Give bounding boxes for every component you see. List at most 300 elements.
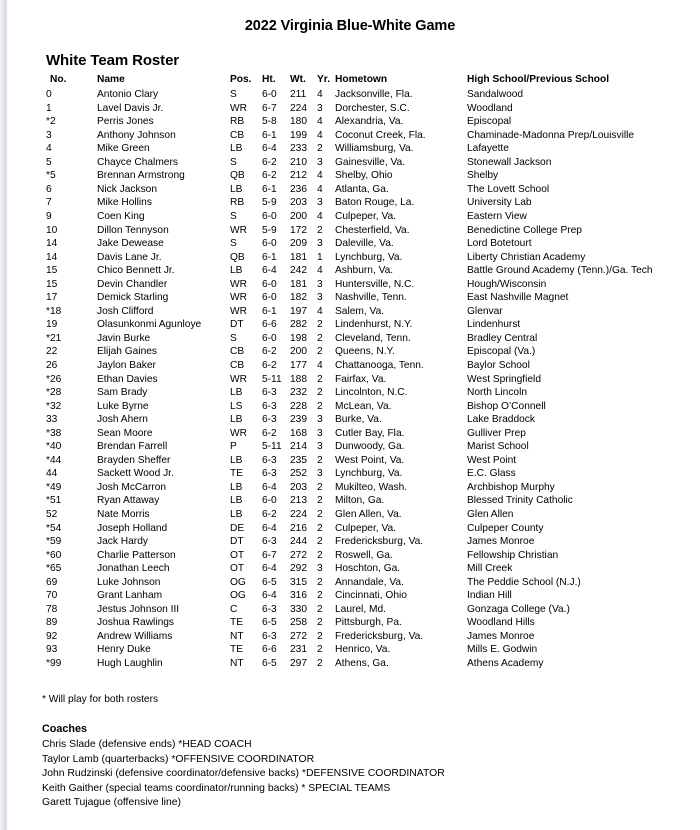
- cell-hometown: Dorchester, S.C.: [335, 102, 410, 114]
- cell-school: Lafayette: [467, 143, 509, 155]
- cell-hometown: Lindenhurst, N.Y.: [335, 319, 413, 331]
- cell-yr: 2: [317, 522, 323, 534]
- table-row: [46, 264, 666, 278]
- cell-hometown: Culpeper, Va.: [335, 210, 396, 222]
- cell-yr: 4: [317, 210, 323, 222]
- cell-no: *99: [46, 658, 62, 670]
- column-header-hometown: Hometown: [335, 74, 388, 85]
- cell-name: Nate Morris: [97, 509, 150, 520]
- cell-wt: 236: [290, 183, 307, 195]
- cell-pos: TE: [230, 644, 244, 656]
- table-row: [46, 508, 666, 522]
- cell-ht: 6-3: [262, 454, 277, 466]
- cell-school: Woodland Hills: [467, 617, 535, 629]
- column-header-name: Name: [97, 74, 125, 85]
- cell-pos: LB: [230, 495, 243, 507]
- table-row: [46, 251, 666, 265]
- cell-ht: 6-6: [262, 319, 277, 331]
- cell-ht: 6-0: [262, 495, 277, 507]
- roster-section-heading: White Team Roster: [46, 52, 180, 69]
- cell-pos: CB: [230, 359, 245, 371]
- cell-ht: 5-11: [262, 441, 282, 453]
- cell-name: Sam Brady: [97, 387, 148, 399]
- cell-school: Baylor School: [467, 359, 530, 371]
- cell-pos: LB: [230, 509, 243, 520]
- cell-ht: 6-3: [262, 630, 277, 642]
- cell-yr: 4: [317, 359, 323, 371]
- cell-wt: 203: [290, 481, 307, 493]
- column-header-yr: Yr.: [317, 74, 331, 85]
- table-row: [46, 413, 666, 427]
- cell-school: Lord Botetourt: [467, 238, 532, 250]
- cell-yr: 3: [317, 292, 323, 304]
- coach-entry: Garett Tujague (offensive line): [42, 797, 182, 809]
- cell-yr: 3: [317, 563, 323, 575]
- cell-school: Athens Academy: [467, 658, 544, 670]
- cell-ht: 6-6: [262, 644, 277, 656]
- cell-name: Davis Lane Jr.: [97, 251, 162, 263]
- cell-wt: 200: [290, 210, 307, 222]
- cell-pos: WR: [230, 224, 247, 236]
- cell-school: Blessed Trinity Catholic: [467, 495, 573, 507]
- cell-no: 52: [46, 509, 58, 520]
- cell-pos: S: [230, 238, 237, 250]
- cell-name: Sackett Wood Jr.: [97, 468, 174, 480]
- cell-school: E.C. Glass: [467, 468, 516, 480]
- cell-yr: 4: [317, 129, 323, 141]
- cell-wt: 181: [290, 278, 307, 290]
- table-row: [46, 115, 666, 129]
- cell-name: Jonathan Leech: [97, 563, 170, 575]
- cell-hometown: Williamsburg, Va.: [335, 143, 414, 155]
- cell-school: Benedictine College Prep: [467, 224, 582, 236]
- cell-name: Brendan Farrell: [97, 441, 168, 453]
- table-row: [46, 630, 666, 644]
- cell-yr: 2: [317, 617, 323, 629]
- cell-ht: 6-0: [262, 89, 277, 101]
- cell-pos: WR: [230, 292, 247, 304]
- coach-entry: Taylor Lamb (quarterbacks) *OFFENSIVE COORDINATOR: [42, 753, 315, 765]
- cell-hometown: Chesterfield, Va.: [335, 224, 410, 236]
- cell-yr: 2: [317, 495, 323, 507]
- cell-school: Eastern View: [467, 210, 527, 222]
- cell-yr: 3: [317, 278, 323, 290]
- cell-pos: S: [230, 89, 237, 101]
- cell-no: *2: [46, 116, 56, 128]
- cell-pos: LB: [230, 183, 243, 195]
- cell-hometown: Fredericksburg, Va.: [335, 630, 424, 642]
- cell-ht: 6-5: [262, 658, 277, 670]
- cell-name: Mike Hollins: [97, 197, 152, 209]
- table-row: [46, 657, 666, 671]
- cell-pos: QB: [230, 170, 245, 182]
- table-header-row: [46, 73, 666, 88]
- cell-school: Stonewall Jackson: [467, 156, 552, 168]
- cell-school: West Point: [467, 454, 517, 466]
- table-row: [46, 210, 666, 224]
- coach-entry: John Rudzinski (defensive coordinator/defensive backs) *DEFENSIVE COORDINATOR: [42, 768, 445, 780]
- cell-wt: 330: [290, 603, 307, 615]
- cell-hometown: Chattanooga, Tenn.: [335, 359, 424, 371]
- cell-pos: WR: [230, 373, 247, 385]
- cell-ht: 6-2: [262, 359, 277, 371]
- cell-yr: 2: [317, 603, 323, 615]
- cell-hometown: Huntersville, N.C.: [335, 278, 415, 290]
- cell-name: Luke Johnson: [97, 576, 161, 588]
- cell-pos: WR: [230, 102, 247, 114]
- coach-entry: Chris Slade (defensive ends) *HEAD COACH: [42, 739, 252, 750]
- cell-pos: LB: [230, 265, 243, 277]
- cell-name: Demick Starling: [97, 292, 169, 304]
- cell-yr: 2: [317, 332, 323, 344]
- table-row: [46, 332, 666, 346]
- cell-name: Olasunkonmi Agunloye: [97, 319, 202, 331]
- cell-yr: 4: [317, 170, 323, 182]
- cell-ht: 6-2: [262, 156, 277, 168]
- cell-hometown: Lincolnton, N.C.: [335, 387, 408, 399]
- cell-no: 89: [46, 617, 58, 629]
- cell-school: Glen Allen: [467, 509, 514, 520]
- cell-no: 44: [46, 468, 58, 480]
- cell-hometown: Burke, Va.: [335, 414, 382, 426]
- cell-yr: 2: [317, 658, 323, 670]
- cell-pos: OG: [230, 590, 246, 602]
- cell-ht: 6-5: [262, 576, 277, 588]
- cell-school: Lake Braddock: [467, 414, 535, 426]
- coaches-list: [42, 738, 445, 811]
- table-row: [46, 129, 666, 143]
- cell-wt: 232: [290, 387, 307, 399]
- cell-wt: 213: [290, 495, 307, 507]
- cell-no: 78: [46, 603, 58, 615]
- cell-hometown: Dunwoody, Ga.: [335, 441, 405, 453]
- cell-wt: 197: [290, 305, 307, 317]
- cell-wt: 228: [290, 400, 307, 412]
- cell-name: Joshua Rawlings: [97, 617, 175, 629]
- cell-ht: 6-4: [262, 265, 277, 277]
- cell-pos: LS: [230, 400, 243, 412]
- cell-hometown: West Point, Va.: [335, 454, 405, 466]
- cell-hometown: Henrico, Va.: [335, 644, 391, 656]
- cell-wt: 209: [290, 238, 307, 250]
- cell-name: Jestus Johnson III: [97, 603, 180, 615]
- cell-hometown: Mukilteo, Wash.: [335, 481, 408, 493]
- cell-school: West Springfield: [467, 373, 541, 385]
- cell-pos: LB: [230, 387, 243, 399]
- cell-name: Jake Dewease: [97, 238, 164, 250]
- cell-wt: 239: [290, 414, 307, 426]
- table-row: [46, 102, 666, 116]
- cell-name: Javin Burke: [97, 332, 151, 344]
- cell-school: Woodland: [467, 102, 513, 114]
- cell-name: Antonio Clary: [97, 89, 159, 101]
- cell-hometown: Baton Rouge, La.: [335, 197, 415, 209]
- cell-school: Chaminade-Madonna Prep/Louisville: [467, 129, 635, 141]
- cell-yr: 2: [317, 481, 323, 493]
- cell-name: Chayce Chalmers: [97, 156, 178, 168]
- cell-wt: 203: [290, 197, 307, 209]
- cell-hometown: Milton, Ga.: [335, 495, 385, 507]
- cell-hometown: Jacksonville, Fla.: [335, 89, 413, 101]
- cell-no: *65: [46, 563, 62, 575]
- cell-hometown: Fairfax, Va.: [335, 373, 387, 385]
- cell-pos: CB: [230, 346, 245, 358]
- cell-yr: 3: [317, 197, 323, 209]
- cell-school: Episcopal: [467, 116, 512, 128]
- cell-wt: 212: [290, 170, 307, 182]
- cell-yr: 4: [317, 89, 323, 101]
- cell-wt: 224: [290, 102, 307, 114]
- cell-no: 22: [46, 346, 58, 358]
- cell-school: North Lincoln: [467, 387, 528, 399]
- cell-no: 5: [46, 156, 52, 168]
- cell-pos: NT: [230, 658, 244, 670]
- cell-name: Elijah Gaines: [97, 346, 158, 358]
- cell-hometown: Athens, Ga.: [335, 658, 389, 670]
- table-row: [46, 224, 666, 238]
- cell-name: Hugh Laughlin: [97, 658, 163, 670]
- cell-ht: 6-0: [262, 278, 277, 290]
- cell-wt: 188: [290, 373, 307, 385]
- cell-ht: 6-1: [262, 251, 277, 263]
- cell-yr: 3: [317, 468, 323, 480]
- table-row: [46, 169, 666, 183]
- cell-yr: 3: [317, 414, 323, 426]
- cell-no: 15: [46, 265, 58, 277]
- cell-yr: 2: [317, 143, 323, 155]
- roster-table-header: [46, 73, 666, 88]
- cell-name: Anthony Johnson: [97, 129, 176, 141]
- cell-ht: 6-0: [262, 238, 277, 250]
- coaches-heading: Coaches: [42, 723, 88, 735]
- cell-pos: S: [230, 156, 237, 168]
- cell-pos: S: [230, 332, 237, 344]
- coach-entry: Keith Gaither (special teams coordinator/running backs) * SPECIAL TEAMS: [42, 782, 391, 794]
- cell-yr: 2: [317, 536, 323, 548]
- cell-school: University Lab: [467, 197, 532, 209]
- cell-no: *51: [46, 495, 62, 507]
- cell-name: Devin Chandler: [97, 278, 168, 290]
- cell-ht: 6-7: [262, 549, 277, 561]
- table-row: [46, 345, 666, 359]
- cell-yr: 4: [317, 183, 323, 195]
- cell-ht: 6-1: [262, 305, 277, 317]
- cell-pos: LB: [230, 481, 243, 493]
- cell-name: Brayden Sheffer: [97, 454, 171, 466]
- cell-hometown: Ashburn, Va.: [335, 265, 394, 277]
- cell-ht: 5-9: [262, 224, 277, 236]
- cell-no: *18: [46, 305, 62, 317]
- cell-no: 70: [46, 590, 58, 602]
- cell-hometown: Coconut Creek, Fla.: [335, 129, 426, 141]
- cell-pos: DT: [230, 319, 244, 331]
- cell-no: 10: [46, 224, 58, 236]
- cell-no: *49: [46, 481, 62, 493]
- table-row: [46, 454, 666, 468]
- cell-wt: 244: [290, 536, 307, 548]
- table-row: [46, 400, 666, 414]
- cell-school: Marist School: [467, 441, 529, 453]
- cell-no: 19: [46, 319, 58, 331]
- column-header-ht: Ht.: [262, 74, 276, 85]
- cell-ht: 6-0: [262, 210, 277, 222]
- cell-yr: 2: [317, 509, 323, 520]
- table-row: [46, 278, 666, 292]
- table-row: [46, 386, 666, 400]
- cell-no: 9: [46, 210, 52, 222]
- cell-pos: OT: [230, 549, 245, 561]
- cell-school: Glenvar: [467, 305, 503, 317]
- cell-no: 14: [46, 238, 58, 250]
- cell-wt: 315: [290, 576, 307, 588]
- cell-hometown: Fredericksburg, Va.: [335, 536, 424, 548]
- cell-ht: 6-1: [262, 129, 277, 141]
- cell-wt: 180: [290, 116, 307, 128]
- cell-no: 1: [46, 102, 52, 114]
- cell-hometown: Lynchburg, Va.: [335, 251, 403, 263]
- cell-yr: 2: [317, 387, 323, 399]
- table-row: [46, 142, 666, 156]
- cell-no: 17: [46, 292, 58, 304]
- cell-ht: 6-4: [262, 590, 277, 602]
- cell-ht: 6-3: [262, 536, 277, 548]
- cell-wt: 282: [290, 319, 307, 331]
- cell-yr: 3: [317, 441, 323, 453]
- cell-no: 3: [46, 129, 52, 141]
- cell-no: *40: [46, 441, 62, 453]
- cell-wt: 211: [290, 89, 307, 101]
- cell-school: Fellowship Christian: [467, 549, 559, 561]
- cell-name: Henry Duke: [97, 644, 151, 656]
- cell-hometown: Salem, Va.: [335, 305, 385, 317]
- cell-no: *59: [46, 536, 62, 548]
- cell-school: Episcopal (Va.): [467, 346, 536, 358]
- cell-hometown: Cutler Bay, Fla.: [335, 427, 405, 439]
- cell-pos: P: [230, 441, 237, 453]
- table-row: [46, 183, 666, 197]
- cell-yr: 1: [317, 251, 323, 263]
- cell-no: 7: [46, 197, 52, 209]
- table-row: [46, 88, 666, 102]
- cell-pos: DE: [230, 522, 245, 534]
- table-row: [46, 603, 666, 617]
- cell-wt: 198: [290, 332, 307, 344]
- cell-no: 14: [46, 251, 58, 263]
- cell-school: Culpeper County: [467, 522, 544, 534]
- cell-pos: TE: [230, 617, 244, 629]
- table-row: [46, 467, 666, 481]
- cell-pos: WR: [230, 305, 247, 317]
- cell-name: Chico Bennett Jr.: [97, 265, 175, 277]
- cell-wt: 316: [290, 590, 307, 602]
- cell-ht: 6-2: [262, 509, 277, 520]
- cell-no: 4: [46, 143, 52, 155]
- cell-pos: TE: [230, 468, 244, 480]
- cell-school: Sandalwood: [467, 89, 524, 101]
- roster-footnote: * Will play for both rosters: [42, 694, 159, 705]
- cell-hometown: Culpeper, Va.: [335, 522, 396, 534]
- cell-ht: 5-11: [262, 373, 282, 385]
- cell-wt: 181: [290, 251, 307, 263]
- cell-no: 92: [46, 630, 58, 642]
- cell-name: Nick Jackson: [97, 183, 158, 195]
- cell-wt: 172: [290, 224, 307, 236]
- cell-no: 69: [46, 576, 58, 588]
- cell-wt: 182: [290, 292, 307, 304]
- cell-wt: 242: [290, 265, 307, 277]
- cell-ht: 6-7: [262, 102, 277, 114]
- cell-name: Joseph Holland: [97, 522, 168, 534]
- cell-name: Jaylon Baker: [97, 359, 156, 371]
- cell-name: Josh McCarron: [97, 481, 167, 493]
- table-row: [46, 196, 666, 210]
- table-row: [46, 616, 666, 630]
- cell-wt: 235: [290, 454, 307, 466]
- table-row: [46, 494, 666, 508]
- cell-ht: 6-0: [262, 332, 277, 344]
- cell-pos: LB: [230, 414, 243, 426]
- cell-no: 33: [46, 414, 58, 426]
- table-row: [46, 522, 666, 536]
- cell-school: Shelby: [467, 170, 499, 182]
- cell-hometown: McLean, Va.: [335, 400, 392, 412]
- cell-school: Gulliver Prep: [467, 427, 526, 439]
- cell-pos: OT: [230, 563, 245, 575]
- roster-table: [46, 73, 666, 671]
- cell-ht: 6-3: [262, 387, 277, 399]
- cell-wt: 272: [290, 549, 307, 561]
- cell-name: Jack Hardy: [97, 536, 148, 548]
- cell-ht: 6-3: [262, 414, 277, 426]
- cell-pos: NT: [230, 630, 244, 642]
- table-row: [46, 359, 666, 373]
- cell-hometown: Annandale, Va.: [335, 576, 404, 588]
- cell-no: *32: [46, 400, 62, 412]
- cell-pos: LB: [230, 143, 243, 155]
- cell-name: Grant Lanham: [97, 590, 163, 602]
- table-row: [46, 427, 666, 441]
- cell-pos: WR: [230, 427, 247, 439]
- cell-pos: RB: [230, 116, 245, 128]
- cell-hometown: Lynchburg, Va.: [335, 468, 403, 480]
- cell-wt: 200: [290, 346, 307, 358]
- cell-hometown: Alexandria, Va.: [335, 116, 404, 128]
- table-row: [46, 643, 666, 657]
- column-header-school: High School/Previous School: [467, 74, 610, 85]
- cell-no: 6: [46, 183, 52, 195]
- column-header-no: No.: [50, 74, 67, 85]
- cell-yr: 2: [317, 319, 323, 331]
- table-row: [46, 318, 666, 332]
- cell-no: 26: [46, 359, 58, 371]
- cell-school: East Nashville Magnet: [467, 292, 569, 304]
- cell-wt: 210: [290, 156, 307, 168]
- cell-name: Perris Jones: [97, 116, 154, 128]
- cell-ht: 6-5: [262, 617, 277, 629]
- cell-hometown: Pittsburgh, Pa.: [335, 617, 402, 629]
- cell-hometown: Shelby, Ohio: [335, 170, 393, 182]
- cell-ht: 6-4: [262, 143, 277, 155]
- cell-school: Mill Creek: [467, 563, 513, 575]
- table-row: [46, 481, 666, 495]
- table-row: [46, 589, 666, 603]
- cell-name: Lavel Davis Jr.: [97, 102, 164, 114]
- cell-wt: 297: [290, 658, 307, 670]
- cell-wt: 258: [290, 617, 307, 629]
- cell-yr: 2: [317, 373, 323, 385]
- cell-school: Battle Ground Academy (Tenn.)/Ga. Tech: [467, 265, 653, 277]
- cell-pos: C: [230, 603, 238, 615]
